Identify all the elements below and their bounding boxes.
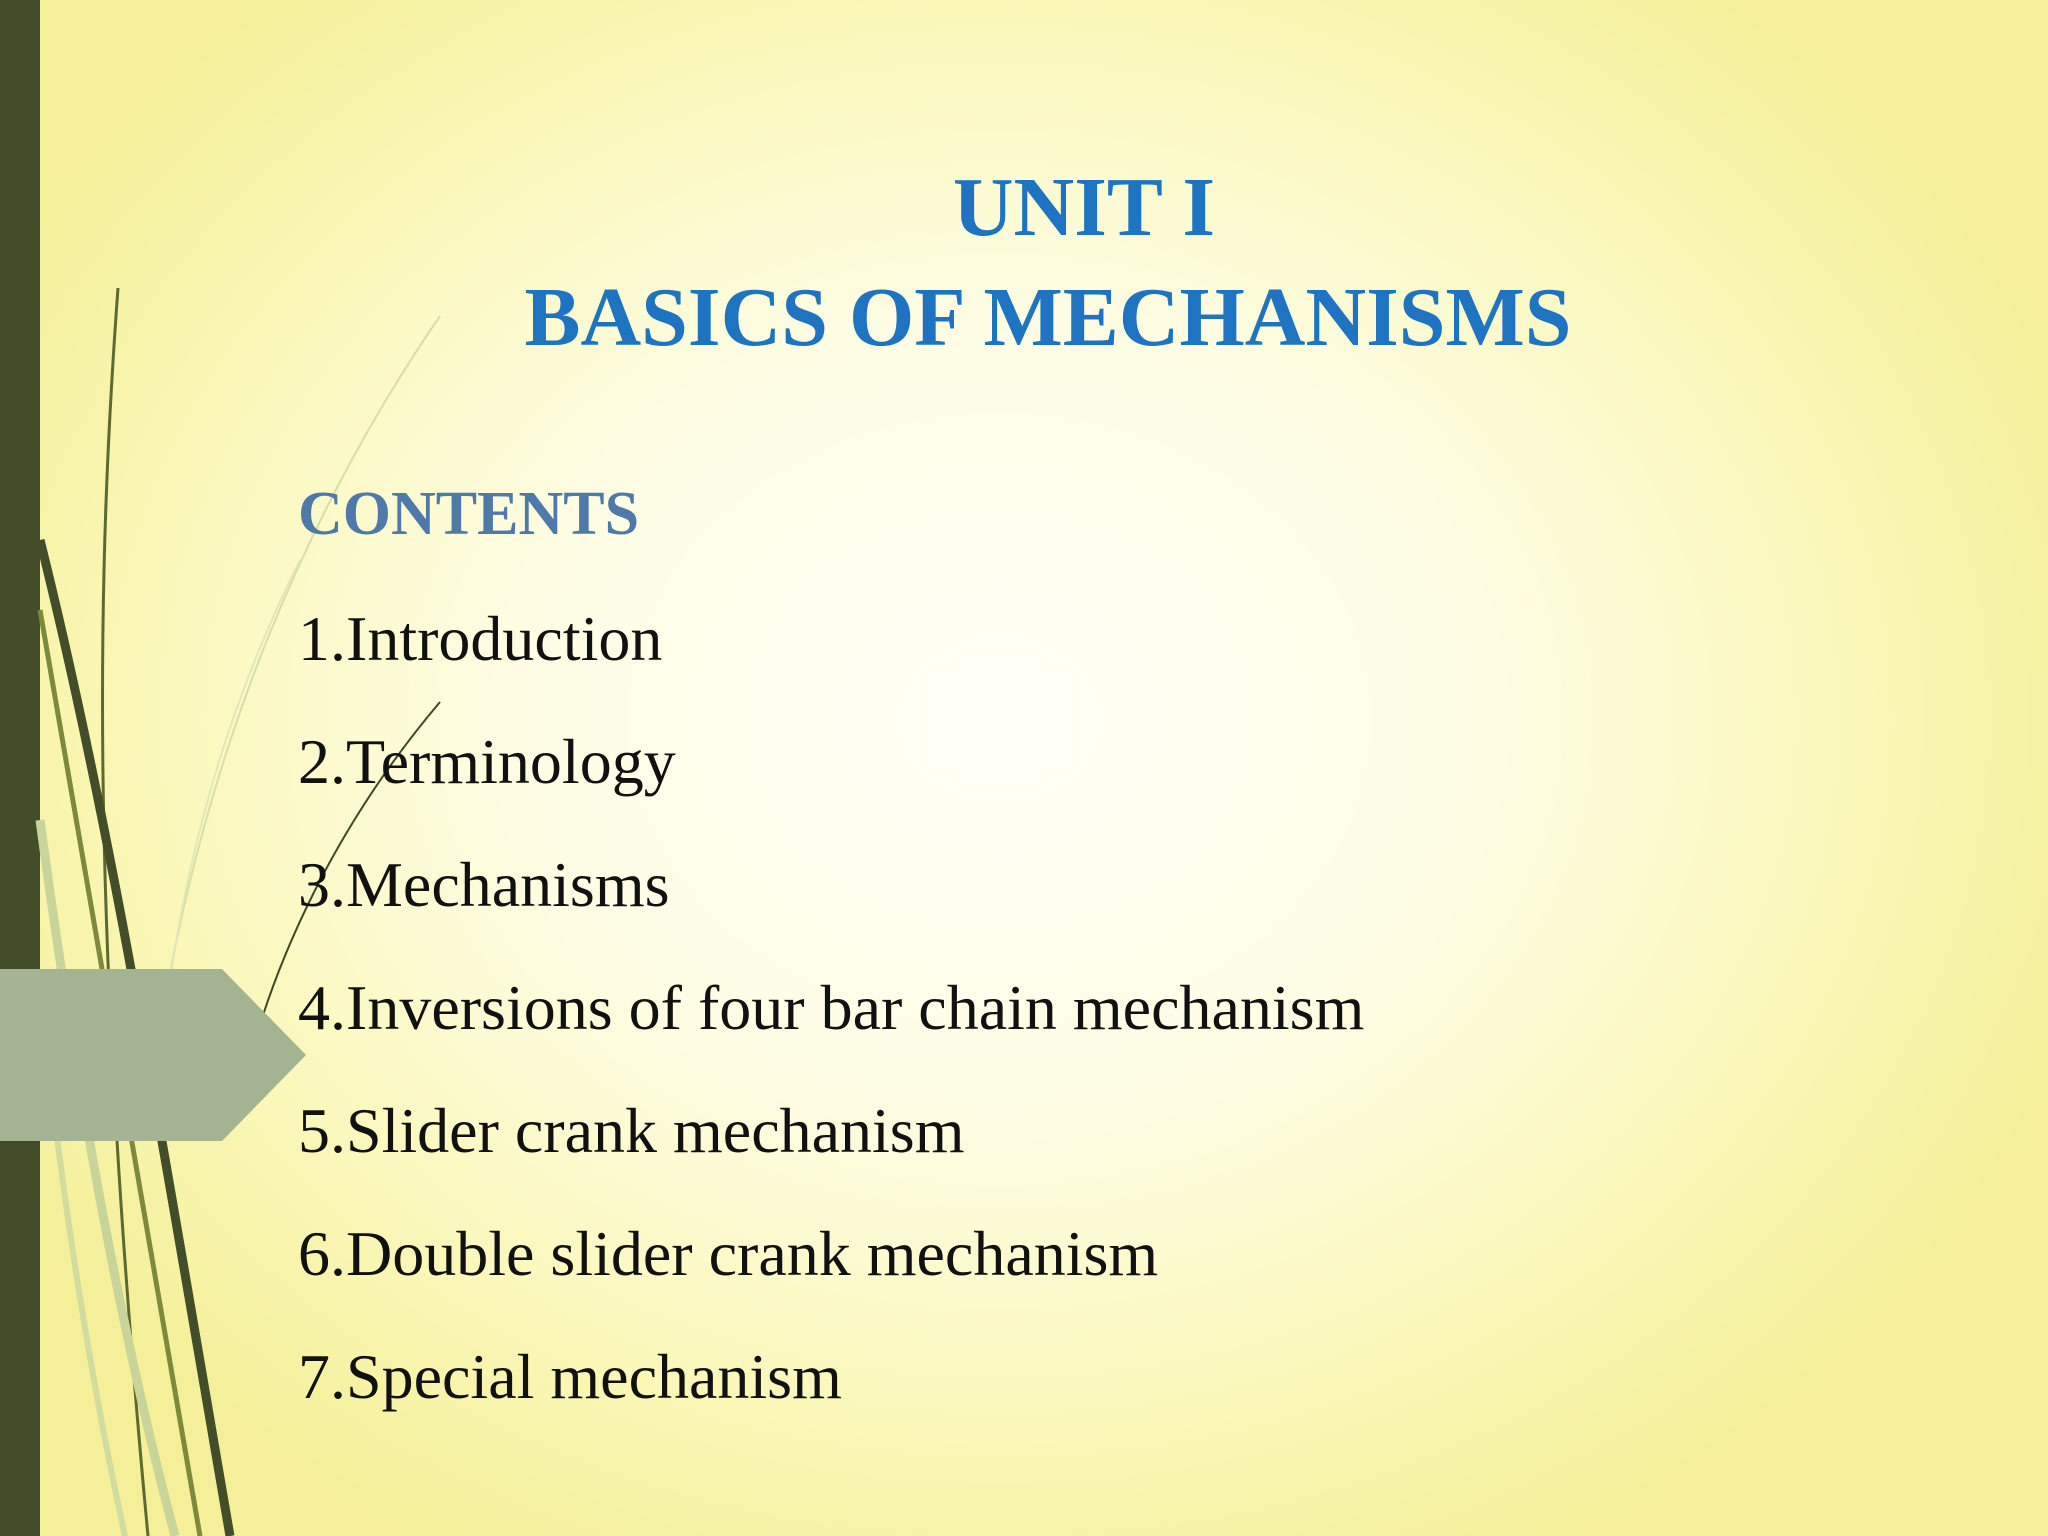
slide-title-unit: UNIT I: [952, 161, 1216, 254]
contents-item-introduction: 1.Introduction: [298, 603, 663, 674]
contents-item-terminology: 2.Terminology: [298, 726, 676, 797]
slide-title-topic: BASICS OF MECHANISMS: [524, 271, 1572, 364]
contents-heading: CONTENTS: [298, 480, 640, 548]
contents-item-slider-crank: 5.Slider crank mechanism: [298, 1095, 965, 1166]
contents-item-double-slider-crank: 6.Double slider crank mechanism: [298, 1218, 1159, 1289]
contents-list: [298, 602, 1364, 1463]
contents-item-inversions: 4.Inversions of four bar chain mechanism: [298, 972, 1365, 1043]
contents-item-mechanisms: 3.Mechanisms: [298, 849, 670, 920]
contents-item-special-mechanism: 7.Special mechanism: [298, 1341, 842, 1412]
